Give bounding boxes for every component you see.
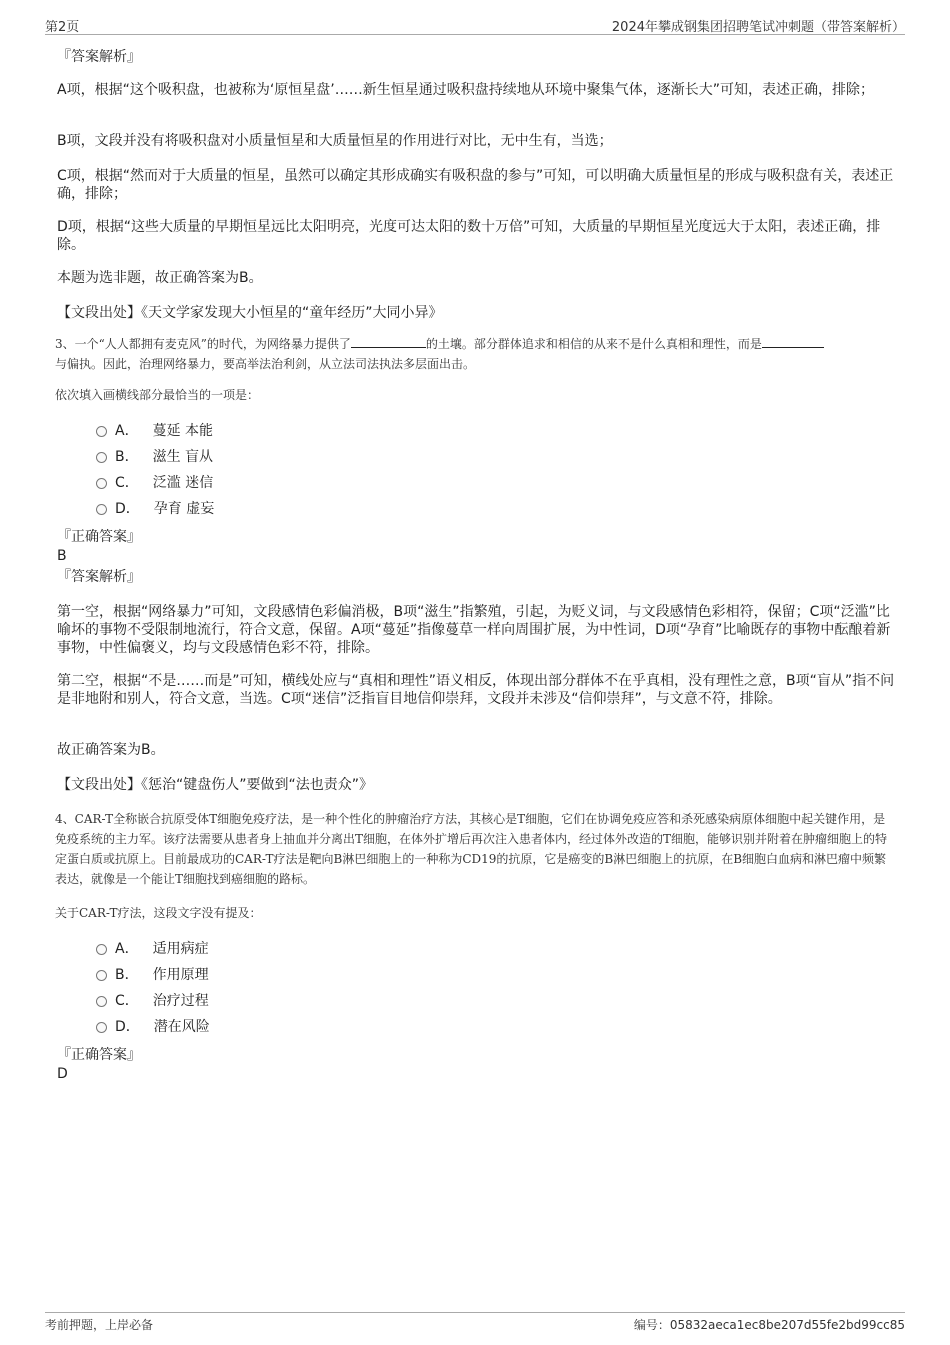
- q4-prompt: 关于CAR-T疗法，这段文字没有提及：: [55, 906, 262, 920]
- radio-icon[interactable]: [96, 452, 107, 463]
- radio-icon[interactable]: [96, 478, 107, 489]
- q4-answer-label: 『正确答案』: [57, 1047, 141, 1063]
- q3-analysis-label: 『答案解析』: [57, 569, 141, 585]
- q3-analysis-para1: 第一空，根据“网络暴力”可知，文段感情色彩偏消极，B项“滋生”指繁殖，引起，为贬义词，与文段感情色彩相符，保留；C项“泛滥”比喻坏的事物不受限制地流行，符合文意，保留。A项“蔓延”指像蔓草一样向周围扩展，为中性词，D项“孕育”比喻既存的事物中酝酿着新事物，中性偏褒义，均与文段感情色彩不符，排除。: [57, 604, 891, 656]
- q2-analysis-b: B项，文段并没有将吸积盘对小质量恒星和大质量恒星的作用进行对比，无中生有，当选；: [57, 133, 613, 149]
- q4-option-a[interactable]: A． 适用病症: [96, 940, 209, 958]
- q3-analysis-para2: 第二空，根据“不是……而是”可知，横线处应与“真相和理性”语义相反，体现出部分群体不在乎真相，没有理性之意，B项“盲从”指不问是非地附和别人，符合文意，当选。C项“迷信”泛指盲目地信仰崇拜，文段并未涉及“信仰崇拜”，与文意不符，排除。: [57, 673, 895, 707]
- radio-icon[interactable]: [96, 944, 107, 955]
- q2-analysis-a: A项，根据“这个吸积盘，也被称为‘原恒星盘’……新生恒星通过吸积盘持续地从环境中聚集气体，逐渐长大”可知，表述正确，排除；: [57, 82, 874, 98]
- q3-answer: B: [57, 548, 67, 564]
- q2-analysis-d: D项，根据“这些大质量的早期恒星远比太阳明亮，光度可达太阳的数十万倍”可知，大质量的早期恒星光度远大于太阳，表述正确，排除。: [57, 219, 881, 253]
- blank-line: [351, 335, 426, 348]
- q3-source: 【文段出处】《惩治“键盘伤人”要做到“法也责众”》: [57, 777, 374, 793]
- page-number: 第2页: [45, 20, 80, 35]
- radio-icon[interactable]: [96, 996, 107, 1007]
- page-footer: [45, 1312, 905, 1333]
- radio-icon[interactable]: [96, 504, 107, 515]
- q2-analysis-c: C项，根据“然而对于大质量的恒星，虽然可以确定其形成确实有吸积盘的参与”可知，可以明确大质量恒星的形成与吸积盘有关，表述正确，排除；: [57, 168, 894, 202]
- q2-source: 【文段出处】《天文学家发现大小恒星的“童年经历”大同小异》: [57, 305, 443, 321]
- q3-conclusion: 故正确答案为B。: [57, 742, 165, 758]
- q4-option-d[interactable]: D． 潜在风险: [96, 1018, 210, 1036]
- document-title: 2024年攀成钢集团招聘笔试冲刺题（带答案解析）: [611, 20, 905, 35]
- q4-option-b[interactable]: B． 作用原理: [96, 966, 209, 984]
- footer-slogan: 考前押题，上岸必备: [45, 1318, 154, 1332]
- q4-option-c[interactable]: C． 治疗过程: [96, 992, 209, 1010]
- document-code: 编号：05832aeca1ec8be207d55fe2bd99cc85: [633, 1318, 905, 1332]
- blank-line: [762, 335, 824, 348]
- q4-answer: D: [57, 1066, 68, 1082]
- q2-analysis-label: 『答案解析』: [57, 49, 141, 65]
- q3-answer-label: 『正确答案』: [57, 529, 141, 545]
- q2-conclusion: 本题为选非题，故正确答案为B。: [57, 270, 263, 286]
- q3-option-d[interactable]: D． 孕育 虚妄: [96, 500, 214, 518]
- q4-stem: 4、CAR-T全称嵌合抗原受体T细胞免疫疗法，是一种个性化的肿瘤治疗方法，其核心是T细胞，它们在协调免疫应答和杀死感染病原体细胞中起关键作用，是免疫系统的主力军。该疗法需要从患者身上抽血并分离出T细胞，在体外扩增后再次注入患者体内，经过体外改造的T细胞，能够识别并附着在肿瘤细胞上的特定蛋白质或抗原上。目前最成功的CAR-T疗法是靶向B淋巴细胞上的一种称为CD19的抗原，它是癌变的B淋巴细胞上的抗原，在B细胞白血病和淋巴瘤中频繁表达，就像是一个能让T细胞找到癌细胞的路标。: [55, 812, 888, 886]
- q3-option-b[interactable]: B． 滋生 盲从: [96, 448, 213, 466]
- q3-prompt: 依次填入画横线部分最恰当的一项是：: [55, 388, 260, 402]
- radio-icon[interactable]: [96, 970, 107, 981]
- q3-option-c[interactable]: C． 泛滥 迷信: [96, 474, 213, 492]
- radio-icon[interactable]: [96, 426, 107, 437]
- q3-option-a[interactable]: A． 蔓延 本能: [96, 422, 213, 440]
- page-header: [45, 14, 905, 35]
- q3-stem: 3、一个“人人都拥有麦克风”的时代，为网络暴力提供了 的土壤。部分群体追求和相信的从来不是什么真相和理性，而是 与偏执。因此，治理网络暴力，要高举法治利剑，从立法司法执法多层面出击。: [55, 334, 895, 374]
- radio-icon[interactable]: [96, 1022, 107, 1033]
